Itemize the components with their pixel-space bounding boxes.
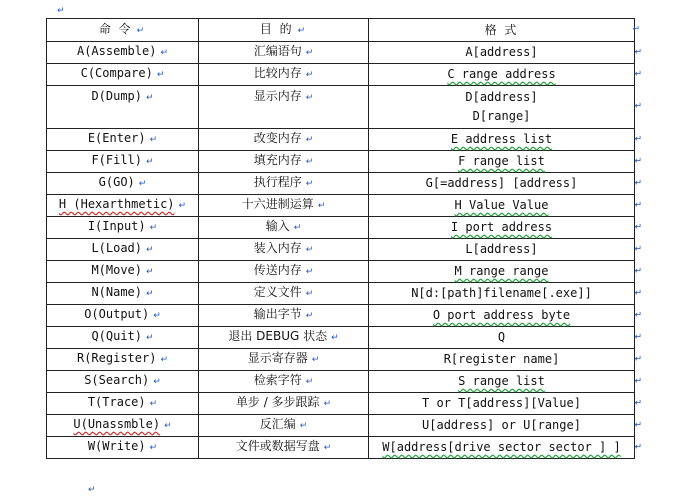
table-row xyxy=(47,371,635,393)
purpose-cell xyxy=(199,437,369,459)
command-cell xyxy=(47,393,199,415)
purpose-text: 传送内存 xyxy=(253,263,302,277)
purpose-text: 装入内存 xyxy=(253,241,302,255)
paragraph-mark: ↵ xyxy=(634,332,642,342)
format-cell xyxy=(369,305,642,327)
format-cell xyxy=(369,129,642,151)
header-format-label: 格 式 xyxy=(484,22,519,37)
purpose-text: 显示内存 xyxy=(253,89,302,103)
paragraph-mark: ↵ xyxy=(634,420,642,430)
paragraph-mark: ↵ xyxy=(299,421,308,431)
format-cell xyxy=(369,283,642,305)
table-row xyxy=(47,305,635,327)
paragraph-mark: ↵ xyxy=(305,377,314,387)
purpose-cell xyxy=(199,64,369,86)
paragraph-mark: ↵ xyxy=(634,222,642,232)
table-row xyxy=(47,151,635,173)
format-text: Q xyxy=(497,330,506,344)
table-row xyxy=(47,437,635,459)
purpose-cell xyxy=(199,42,369,64)
paragraph-mark: ↵ xyxy=(160,355,169,365)
header-command-label: 命 令 xyxy=(98,21,133,36)
paragraph-mark: ↵ xyxy=(634,178,642,188)
command-text: O(Output) xyxy=(84,307,150,321)
paragraph-mark: ↵ xyxy=(634,200,642,210)
command-text: A(Assemble) xyxy=(76,44,157,58)
table-row xyxy=(47,239,635,261)
format-text: L[address] xyxy=(465,242,538,256)
format-text: I port address xyxy=(450,220,553,234)
format-text: U[address] or U[range] xyxy=(422,418,581,432)
command-text: T(Trace) xyxy=(87,395,146,409)
table-row xyxy=(47,42,635,64)
command-cell xyxy=(47,349,199,371)
paragraph-mark: ↵ xyxy=(164,421,172,431)
command-cell xyxy=(47,195,199,217)
command-cell xyxy=(47,173,199,195)
command-text: C(Compare) xyxy=(80,66,153,80)
format-cell xyxy=(369,239,642,261)
table-row xyxy=(47,415,635,437)
paragraph-mark: ↵ xyxy=(634,134,642,144)
table-row xyxy=(47,327,635,349)
command-text: G(GO) xyxy=(98,175,135,189)
purpose-text: 改变内存 xyxy=(253,131,302,145)
paragraph-mark: ↵ xyxy=(634,47,642,57)
purpose-text: 执行程序 xyxy=(253,175,302,189)
paragraph-mark: ↵ xyxy=(323,399,332,409)
format-cell xyxy=(369,371,642,393)
paragraph-mark: ↵ xyxy=(178,201,187,211)
format-text: C range address xyxy=(447,67,556,81)
paragraph-mark: ↵ xyxy=(149,135,158,145)
paragraph-mark: ↵ xyxy=(146,245,154,255)
command-cell xyxy=(47,261,199,283)
command-cell xyxy=(47,327,199,349)
format-text: E address list xyxy=(450,132,553,146)
command-cell xyxy=(47,86,199,129)
paragraph-mark: ↵ xyxy=(149,443,158,453)
paragraph-mark: ↵ xyxy=(634,288,642,298)
table-row xyxy=(47,173,635,195)
format-text: T or T[address][Value] xyxy=(422,396,581,410)
command-text: U(Unassmble) xyxy=(73,417,161,431)
command-text: L(Load) xyxy=(91,241,143,255)
paragraph-mark: ↵ xyxy=(305,311,314,321)
purpose-text: 定义文件 xyxy=(253,285,302,299)
paragraph-mark: ↵ xyxy=(136,25,147,36)
table-row xyxy=(47,349,635,371)
debug-command-table-wrapper xyxy=(46,18,642,459)
paragraph-mark: ↵ xyxy=(305,245,314,255)
paragraph-mark: ↵ xyxy=(305,267,314,277)
format-text: A[address] xyxy=(465,45,538,59)
format-text: M range range xyxy=(454,264,549,278)
command-cell xyxy=(47,151,199,173)
command-text: I(Input) xyxy=(87,219,146,233)
format-text: F range list xyxy=(458,154,545,168)
purpose-text: 填充内存 xyxy=(253,153,302,167)
paragraph-mark: ↵ xyxy=(305,179,314,189)
format-text: G[=address] [address] xyxy=(425,176,578,190)
purpose-cell xyxy=(199,371,369,393)
command-cell xyxy=(47,437,199,459)
format-cell xyxy=(369,437,642,459)
paragraph-mark: ↵ xyxy=(146,333,154,343)
purpose-text: 反汇编 xyxy=(259,417,296,431)
format-cell xyxy=(369,42,642,64)
purpose-cell xyxy=(199,305,369,327)
header-purpose-label: 目 的 xyxy=(259,21,294,36)
table-body xyxy=(47,42,642,459)
purpose-text: 显示寄存器 xyxy=(247,351,308,365)
paragraph-mark: ↵ xyxy=(305,70,314,80)
header-command xyxy=(47,19,199,42)
format-cell xyxy=(369,415,642,437)
command-text: E(Enter) xyxy=(87,131,146,145)
command-cell xyxy=(47,283,199,305)
purpose-text: 汇编语句 xyxy=(253,44,302,58)
purpose-cell xyxy=(199,151,369,173)
table-row xyxy=(47,64,635,86)
command-cell xyxy=(47,415,199,437)
paragraph-mark: ↵ xyxy=(149,399,158,409)
debug-command-table xyxy=(46,18,642,459)
format-cell xyxy=(369,64,642,86)
table-row xyxy=(47,195,635,217)
paragraph-mark: ↵ xyxy=(305,48,314,58)
paragraph-mark: ↵ xyxy=(634,244,642,254)
command-cell xyxy=(47,129,199,151)
purpose-cell xyxy=(199,349,369,371)
format-cell xyxy=(369,349,642,371)
purpose-text: 比较内存 xyxy=(253,66,302,80)
paragraph-mark: ↵ xyxy=(634,101,642,112)
paragraph-mark: ↵ xyxy=(311,355,320,365)
paragraph-mark: ↵ xyxy=(153,311,161,321)
paragraph-mark: ↵ xyxy=(146,267,154,277)
table-row xyxy=(47,283,635,305)
table-row xyxy=(47,261,635,283)
command-cell xyxy=(47,217,199,239)
purpose-text: 输出字节 xyxy=(253,307,302,321)
format-cell xyxy=(369,195,642,217)
paragraph-mark-bottom: ↵ xyxy=(88,485,96,495)
purpose-cell xyxy=(199,129,369,151)
table-row xyxy=(47,393,635,415)
paragraph-mark: ↵ xyxy=(293,223,302,233)
command-cell xyxy=(47,239,199,261)
paragraph-mark: ↵ xyxy=(634,442,642,452)
command-text: R(Register) xyxy=(76,351,157,365)
paragraph-mark: ↵ xyxy=(305,157,314,167)
command-cell xyxy=(47,64,199,86)
command-text: H (Hexarthmetic) xyxy=(58,197,175,211)
command-text: S(Search) xyxy=(84,373,150,387)
purpose-cell xyxy=(199,195,369,217)
format-cell xyxy=(369,86,642,129)
purpose-text: 检索字符 xyxy=(253,373,302,387)
paragraph-mark: ↵ xyxy=(634,398,642,408)
command-cell xyxy=(47,42,199,64)
command-text: D(Dump) xyxy=(91,89,143,103)
header-format xyxy=(369,19,642,42)
format-cell xyxy=(369,261,642,283)
paragraph-mark: ↵ xyxy=(317,201,326,211)
paragraph-mark: ↵ xyxy=(305,289,314,299)
header-purpose xyxy=(199,19,369,42)
paragraph-mark: ↵ xyxy=(634,69,642,79)
format-text: W[address[drive sector sector ] ] xyxy=(382,440,621,454)
command-text: M(Move) xyxy=(91,263,143,277)
purpose-cell xyxy=(199,327,369,349)
paragraph-mark: ↵ xyxy=(160,48,169,58)
format-cell xyxy=(369,151,642,173)
command-cell xyxy=(47,371,199,393)
command-text: N(Name) xyxy=(91,285,143,299)
paragraph-mark-top: ↵ xyxy=(57,6,65,16)
paragraph-mark: ↵ xyxy=(146,157,154,167)
purpose-cell xyxy=(199,415,369,437)
command-cell xyxy=(47,305,199,327)
paragraph-mark: ↵ xyxy=(634,354,642,364)
paragraph-mark: ↵ xyxy=(297,25,308,36)
format-text: D[address] xyxy=(465,90,538,104)
paragraph-mark: ↵ xyxy=(305,93,314,103)
format-cell xyxy=(369,217,642,239)
table-row xyxy=(47,217,635,239)
purpose-cell xyxy=(199,217,369,239)
paragraph-mark: ↵ xyxy=(146,289,154,299)
format-text: D[range] xyxy=(472,109,531,123)
purpose-text: 十六进制运算 xyxy=(241,197,314,211)
purpose-cell xyxy=(199,239,369,261)
format-cell xyxy=(369,393,642,415)
purpose-cell xyxy=(199,261,369,283)
table-row xyxy=(47,86,635,129)
format-text: S range list xyxy=(458,374,545,388)
format-text: O port address byte xyxy=(432,308,571,322)
command-text: Q(Quit) xyxy=(91,329,143,343)
purpose-text: 输入 xyxy=(265,219,290,233)
paragraph-mark: ↵ xyxy=(331,333,339,343)
paragraph-mark: ↵ xyxy=(634,266,642,276)
command-text: W(Write) xyxy=(87,439,146,453)
paragraph-mark: ↵ xyxy=(323,443,332,453)
paragraph-mark: ↵ xyxy=(305,135,314,145)
paragraph-mark: ↵ xyxy=(149,223,158,233)
purpose-cell xyxy=(199,86,369,129)
purpose-cell xyxy=(199,283,369,305)
purpose-text: 文件或数据写盘 xyxy=(235,439,320,453)
paragraph-mark: ↵ xyxy=(146,93,154,103)
format-text: N[d:[path]filename[.exe]] xyxy=(411,286,592,300)
format-cell xyxy=(369,327,642,349)
purpose-text: 单步 / 多步跟踪 xyxy=(235,395,320,409)
format-cell xyxy=(369,173,642,195)
paragraph-mark: ↵ xyxy=(153,377,161,387)
paragraph-mark: ↵ xyxy=(634,376,642,386)
paragraph-mark: ↵ xyxy=(632,24,642,35)
paragraph-mark: ↵ xyxy=(634,156,642,166)
paragraph-mark: ↵ xyxy=(138,179,147,189)
format-text: H Value Value xyxy=(454,198,549,212)
table-header-row xyxy=(47,19,635,42)
paragraph-mark: ↵ xyxy=(156,70,165,80)
purpose-cell xyxy=(199,393,369,415)
command-text: F(Fill) xyxy=(91,153,143,167)
purpose-text: 退出 DEBUG 状态 xyxy=(228,329,328,343)
purpose-cell xyxy=(199,173,369,195)
paragraph-mark: ↵ xyxy=(634,310,642,320)
format-text: R[register name] xyxy=(443,352,560,366)
table-row xyxy=(47,129,635,151)
